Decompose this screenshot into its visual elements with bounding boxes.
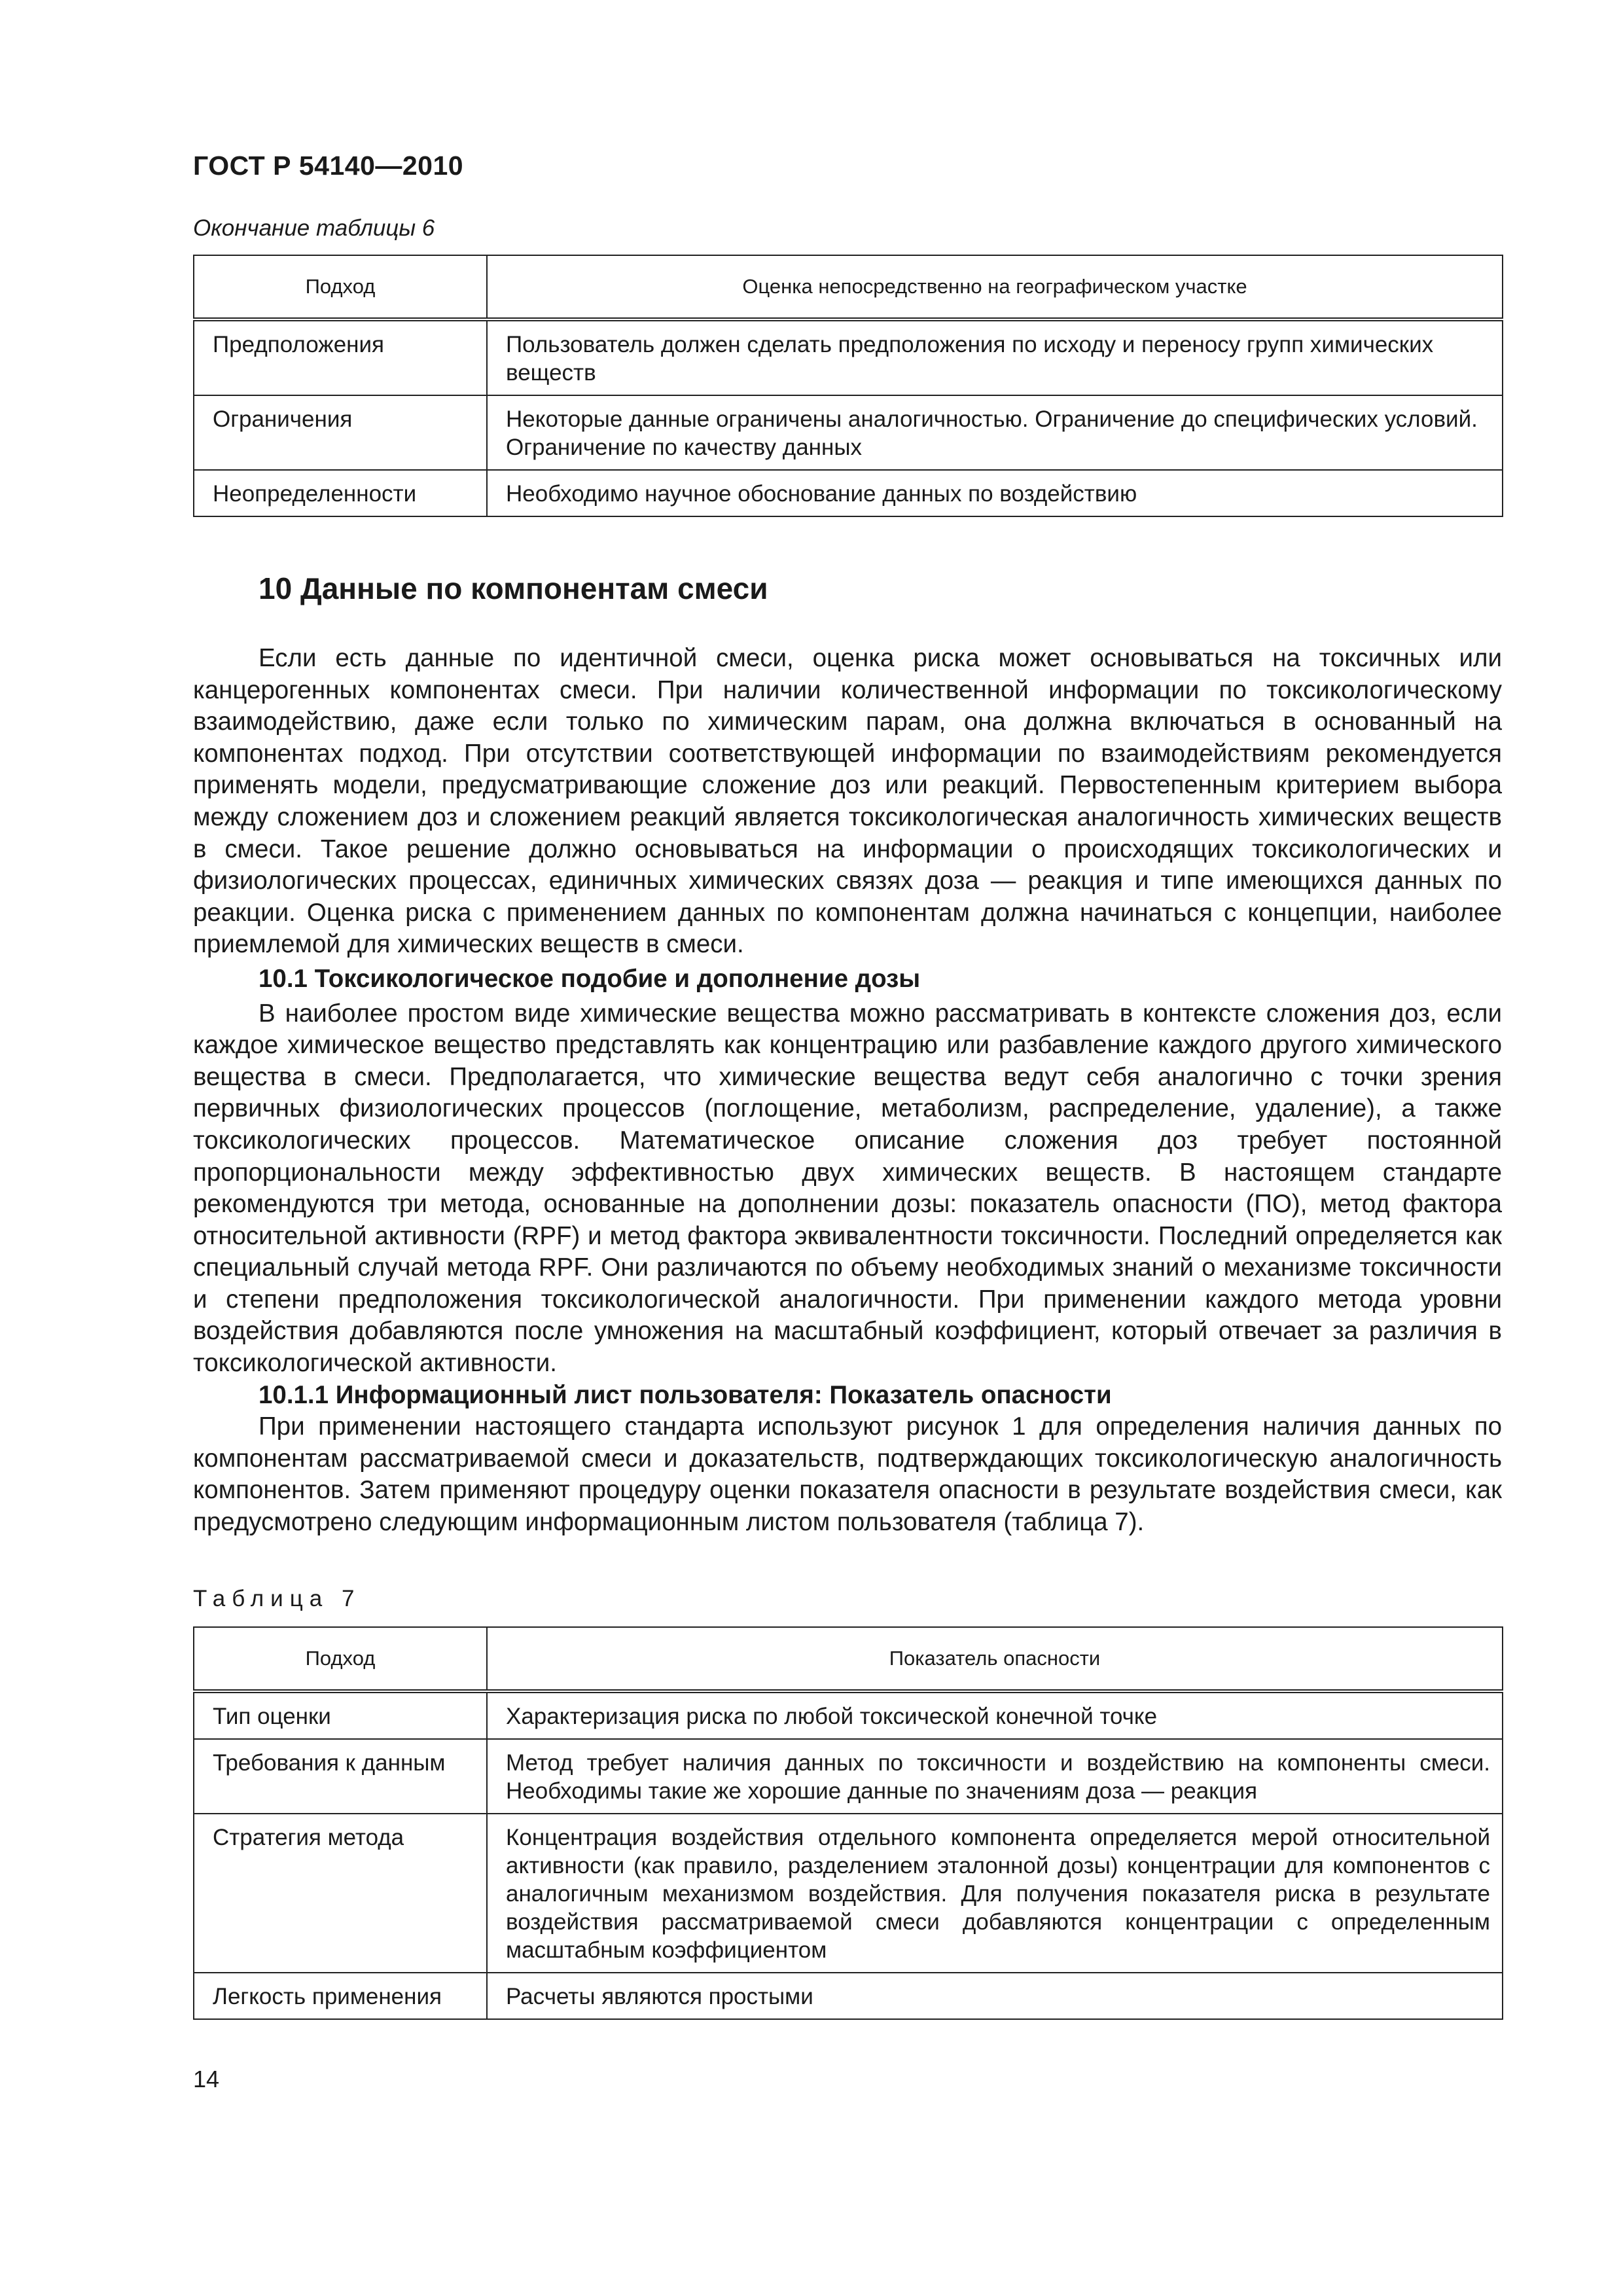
- table-cell-label: Предположения: [194, 319, 487, 395]
- table-cell-label: Ограничения: [194, 395, 487, 470]
- table-cell-label: Тип оценки: [194, 1691, 487, 1739]
- table-row: [194, 1691, 1503, 1739]
- table-row: [194, 1739, 1503, 1814]
- table-cell-value: Метод требует наличия данных по токсичности и воздействию на компоненты смеси. Необходимы такие же хорошие данные по значениям доза — реакция: [487, 1739, 1503, 1814]
- table-row: [194, 1814, 1503, 1973]
- table-6: [193, 255, 1503, 517]
- document-header: ГОСТ Р 54140—2010: [193, 151, 464, 181]
- table6-header-assessment: Оценка непосредственно на географическом участке: [487, 255, 1503, 319]
- table-cell-label: Неопределенности: [194, 470, 487, 516]
- section-10-1-title: 10.1 Токсикологическое подобие и дополнение дозы: [259, 964, 921, 993]
- section-10-1-1-title: 10.1.1 Информационный лист пользователя: Показатель опасности: [259, 1380, 1112, 1409]
- table-cell-value: Некоторые данные ограничены аналогичностью. Ограничение до специфических условий. Ограничение по качеству данных: [487, 395, 1503, 470]
- table-cell-value: Пользователь должен сделать предположения по исходу и переносу групп химических веществ: [487, 319, 1503, 395]
- table-cell-value: Расчеты являются простыми: [487, 1973, 1503, 2019]
- table-cell-label: Требования к данным: [194, 1739, 487, 1814]
- section-10-1-1-paragraph: При применении настоящего стандарта используют рисунок 1 для определения наличия данных по компонентам рассматриваемой смеси и доказательств, подтверждающих токсикологическую аналогичность компонентов. Затем применяют процедуру оценки показателя опасности в результате воздействия смеси, как предусмотрено следующим информационным листом пользователя (таблица 7).: [193, 1412, 1502, 1537]
- table-row: [194, 395, 1503, 470]
- table-row: [194, 319, 1503, 395]
- section-10-paragraph: Если есть данные по идентичной смеси, оценка риска может основываться на токсичных или канцерогенных компонентах смеси. При наличии количественной информации по токсикологическому взаимодействию, даже если только по химическим парам, она должна включаться в основанный на компонентах подход. При отсутствии соответствующей информации по взаимодействиям рекомендуется применять модели, предусматривающие сложение доз или реакций. Первостепенным критерием выбора между сложением доз и сложением реакций является токсикологическая аналогичность химических веществ в смеси. Такое решение должно основываться на информации о происходящих токсикологических и физиологических процессах, единичных химических связях доза — реакция и типе имеющихся данных по реакции. Оценка риска с применением данных по компонентам должна начинаться с концепции, наиболее приемлемой для химических веществ в смеси.: [193, 644, 1502, 959]
- table-cell-value: Концентрация воздействия отдельного компонента определяется мерой относительной активности (как правило, разделением эталонной дозы) концентрации для компонентов с аналогичным механизмом воздействия. Для получения показателя риска в результате воздействия рассматриваемой смеси добавляются концентрации с определенным масштабным коэффициентом: [487, 1814, 1503, 1973]
- section-10-1-paragraph: В наиболее простом виде химические вещества можно рассматривать в контексте сложения доз, если каждое химическое вещество представлять как концентрацию или разбавление каждого другого химического вещества в смеси. Предполагается, что химические вещества ведут себя аналогично с точки зрения первичных физиологических процессов (поглощение, метаболизм, распределение, удаление), а также токсикологических процессов. Математическое описание сложения доз требует постоянной пропорциональности между эффективностью двух химических веществ. В настоящем стандарте рекомендуются три метода, основанные на дополнении дозы: показатель опасности (ПО), метод фактора относительной активности (RPF) и метод фактора эквивалентности токсичности. Последний определяется как специальный случай метода RPF. Они различаются по объему необходимых знаний о механизме токсичности и степени предположения токсикологической аналогичности. При применении каждого метода уровни воздействия добавляются после умножения на масштабный коэффициент, который отвечает за различия в токсикологической активности.: [193, 999, 1502, 1378]
- table7-header-hazard-index: Показатель опасности: [487, 1627, 1503, 1691]
- table-7: [193, 1626, 1503, 2020]
- table-cell-value: Необходимо научное обоснование данных по воздействию: [487, 470, 1503, 516]
- table7-caption: Таблица 7: [193, 1585, 361, 1611]
- table-cell-value: Характеризация риска по любой токсической конечной точке: [487, 1691, 1503, 1739]
- table-header-row: [194, 1627, 1503, 1691]
- table-row: [194, 1973, 1503, 2019]
- table6-header-approach: Подход: [194, 255, 487, 319]
- table-cell-label: Легкость применения: [194, 1973, 487, 2019]
- table-header-row: [194, 255, 1503, 319]
- page-number: 14: [193, 2065, 220, 2092]
- section-10-title: 10 Данные по компонентам смеси: [259, 571, 768, 605]
- table-cell-label: Стратегия метода: [194, 1814, 487, 1973]
- table6-caption: Окончание таблицы 6: [193, 215, 435, 241]
- table-row: [194, 470, 1503, 516]
- table7-header-approach: Подход: [194, 1627, 487, 1691]
- document-page: [193, 151, 1502, 2093]
